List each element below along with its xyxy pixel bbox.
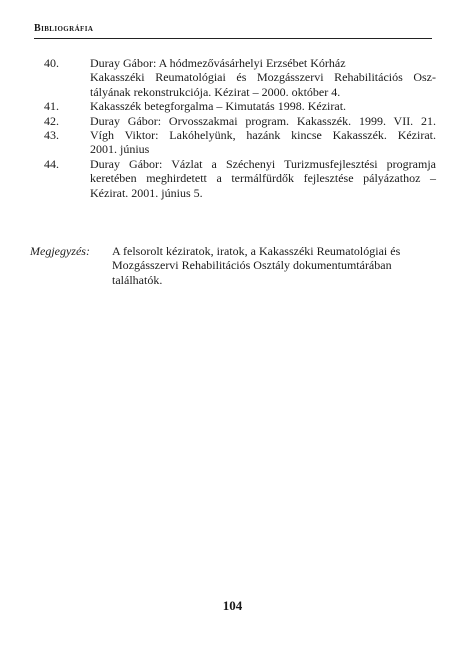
page-number: 104 <box>222 598 243 613</box>
entry-line: keretében meghirdetett a termálfürdők fejlesztése pályázathoz – <box>90 171 436 186</box>
entry-line: Kakasszék betegforgalma – Kimutatás 1998. Kézirat. <box>90 99 347 114</box>
entry-number: 43. <box>44 128 59 143</box>
entry-line: Kézirat. 2001. június 5. <box>90 185 203 200</box>
entry-number: 44. <box>44 156 59 171</box>
bibliography-entry-44 <box>44 157 436 200</box>
note-block <box>30 244 440 287</box>
header-title: Bibliográfia <box>34 23 94 34</box>
note-line: Mozgásszervi Rehabilitációs Osztály dokumentumtárában <box>112 258 392 273</box>
entry-line: Kakasszéki Reumatológiai és Mozgásszervi Rehabilitációs Osz- <box>90 70 436 85</box>
bibliography-entry-42 <box>44 114 436 128</box>
bibliography-entry-41 <box>44 99 436 113</box>
entry-line: 2001. június <box>90 142 150 157</box>
entry-text <box>90 99 436 113</box>
entry-line: Duray Gábor: Vázlat a Széchenyi Turizmusfejlesztési programja <box>90 156 436 171</box>
entry-text <box>90 128 436 157</box>
note-label: Megjegyzés: <box>30 244 90 258</box>
entry-text <box>90 56 436 99</box>
note-line: találhatók. <box>112 272 163 287</box>
entry-line: Duray Gábor: A hódmezővásárhelyi Erzsébet Kórház <box>90 56 346 70</box>
note-line: A felsorolt kéziratok, iratok, a Kakasszéki Reumatológiai és <box>112 244 401 258</box>
running-header <box>34 20 432 39</box>
bibliography-entry-40 <box>44 56 436 99</box>
entry-line: Vígh Viktor: Lakóhelyünk, hazánk kincse Kakasszék. Kézirat. <box>90 128 436 143</box>
note-text <box>112 244 440 287</box>
entry-line: Duray Gábor: Orvosszakmai program. Kakasszék. 1999. VII. 21. <box>90 113 436 128</box>
entry-line: tályának rekonstrukciója. Kézirat – 2000. október 4. <box>90 84 341 99</box>
entry-text <box>90 114 436 128</box>
entry-text <box>90 157 436 200</box>
bibliography-entry-43 <box>44 128 436 157</box>
entry-number: 40. <box>44 56 59 70</box>
entry-number: 41. <box>44 99 59 114</box>
entry-number: 42. <box>44 113 59 128</box>
bibliography-list <box>44 56 436 200</box>
